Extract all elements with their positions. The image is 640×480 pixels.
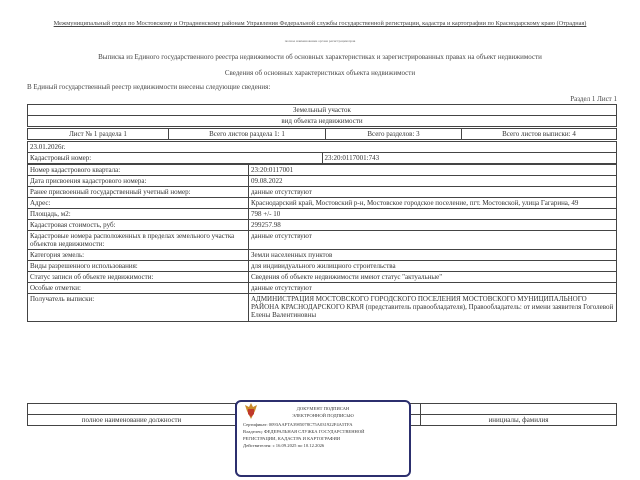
- stamp-owner1: Владелец: ФЕДЕРАЛЬНАЯ СЛУЖБА ГОСУДАРСТВЕННОЙ: [243, 429, 365, 434]
- row-label: Статус записи об объекте недвижимости:: [28, 272, 249, 283]
- table-row: [28, 231, 617, 250]
- row-value: данные отсутствуют: [249, 283, 617, 294]
- table-row: [28, 294, 617, 322]
- table-row: [28, 187, 617, 198]
- sheets-table: [27, 128, 617, 140]
- row-label: Дата присвоения кадастрового номера:: [28, 176, 249, 187]
- table-row: [28, 198, 617, 209]
- row-value: АДМИНИСТРАЦИЯ МОСТОВСКОГО ГОРОДСКОГО ПОСЕЛЕНИЯ МОСТОВСКОГО МУНИЦИПАЛЬНОГО РАЙОНА КРАСНОДАРСКОГО КРАЯ (представитель правообладателя), Правообладатель: от имени заявителя Гоголевой Елены Валентиновны: [249, 294, 617, 322]
- row-value: 798 +/- 10: [249, 209, 617, 220]
- row-value: данные отсутствуют: [249, 231, 617, 250]
- table-row: [28, 283, 617, 294]
- stamp-owner2: РЕГИСТРАЦИИ, КАДАСТРА И КАРТОГРАФИИ: [243, 436, 341, 441]
- section-label: Раздел 1 Лист 1: [570, 95, 617, 103]
- document-subtitle: Сведения об основных характеристиках объекта недвижимости: [224, 69, 416, 77]
- authority-name: Межмуниципальный отдел по Мостовскому и Отрадненскому районам Управления Федеральной службы государственной регистрации, кадастра и картографии по Краснодарскому краю (Отрадная): [53, 20, 587, 27]
- position-caption: полное наименование должности: [28, 415, 236, 426]
- total-sections: Всего разделов: 3: [326, 129, 462, 140]
- table-row: [28, 176, 617, 187]
- row-value: для индивидуального жилищного строительства: [249, 261, 617, 272]
- row-label: Виды разрешенного использования:: [28, 261, 249, 272]
- object-type-caption: вид объекта недвижимости: [28, 116, 617, 127]
- table-row: [28, 272, 617, 283]
- table-row: [28, 261, 617, 272]
- cadastral-table: [27, 141, 617, 164]
- row-label: Кадастровая стоимость, руб:: [28, 220, 249, 231]
- row-label: Получатель выписки:: [28, 294, 249, 322]
- row-value: Краснодарский край, Мостовский р-н, Мостовское городское поселение, пгт. Мостовской, улица Гагарина, 49: [249, 198, 617, 209]
- row-value: 299257.98: [249, 220, 617, 231]
- stamp-certificate: Сертификат: 0093AAFTA3985078C75A031922F4A5TFA: [243, 422, 353, 427]
- authority-caption: полное наименование органа регистрации прав: [284, 39, 356, 43]
- sheet-number: Лист № 1 раздела 1: [28, 129, 169, 140]
- cadastral-label: Кадастровый номер:: [28, 153, 323, 164]
- row-value: 23:20:0117001: [249, 165, 617, 176]
- row-label: Адрес:: [28, 198, 249, 209]
- section-sheets: Всего листов раздела 1: 1: [169, 129, 326, 140]
- stamp-valid: Действителен: с 16.09.2025 по 10.12.2026: [243, 443, 325, 448]
- row-label: Категория земель:: [28, 250, 249, 261]
- cadastral-value: 23:20:0117001:743: [322, 153, 617, 164]
- stamp-line1: ДОКУМЕНТ ПОДПИСАН: [296, 406, 350, 411]
- total-sheets: Всего листов выписки: 4: [462, 129, 617, 140]
- row-value: Земли населенных пунктов: [249, 250, 617, 261]
- row-label: Ранее присвоенный государственный учетный номер:: [28, 187, 249, 198]
- intro-text: В Единый государственный реестр недвижимости внесены следующие сведения:: [27, 83, 271, 91]
- table-row: [28, 209, 617, 220]
- row-label: Особые отметки:: [28, 283, 249, 294]
- emblem-icon: [244, 402, 258, 420]
- row-label: Номер кадастрового квартала:: [28, 165, 249, 176]
- object-type: Земельный участок: [28, 105, 617, 116]
- row-label: Кадастровые номера расположенных в пределах земельного участка объектов недвижимости:: [28, 231, 249, 250]
- electronic-signature-stamp: [235, 400, 411, 477]
- stamp-line2: ЭЛЕКТРОННОЙ ПОДПИСЬЮ: [292, 413, 354, 418]
- document-title: Выписка из Единого государственного реестра недвижимости об основных характеристиках и зарегистрированных правах на объект недвижимости: [98, 53, 542, 61]
- table-row: [28, 165, 617, 176]
- name-caption: инициалы, фамилия: [421, 415, 617, 426]
- table-row: [28, 220, 617, 231]
- table-row: [28, 250, 617, 261]
- object-type-table: [27, 104, 617, 127]
- row-value: данные отсутствуют: [249, 187, 617, 198]
- row-value: 09.08.2022: [249, 176, 617, 187]
- row-label: Площадь, м2:: [28, 209, 249, 220]
- extract-date: 23.01.2026г.: [28, 142, 617, 153]
- row-value: Сведения об объекте недвижимости имеют статус "актуальные": [249, 272, 617, 283]
- characteristics-table: [27, 164, 617, 322]
